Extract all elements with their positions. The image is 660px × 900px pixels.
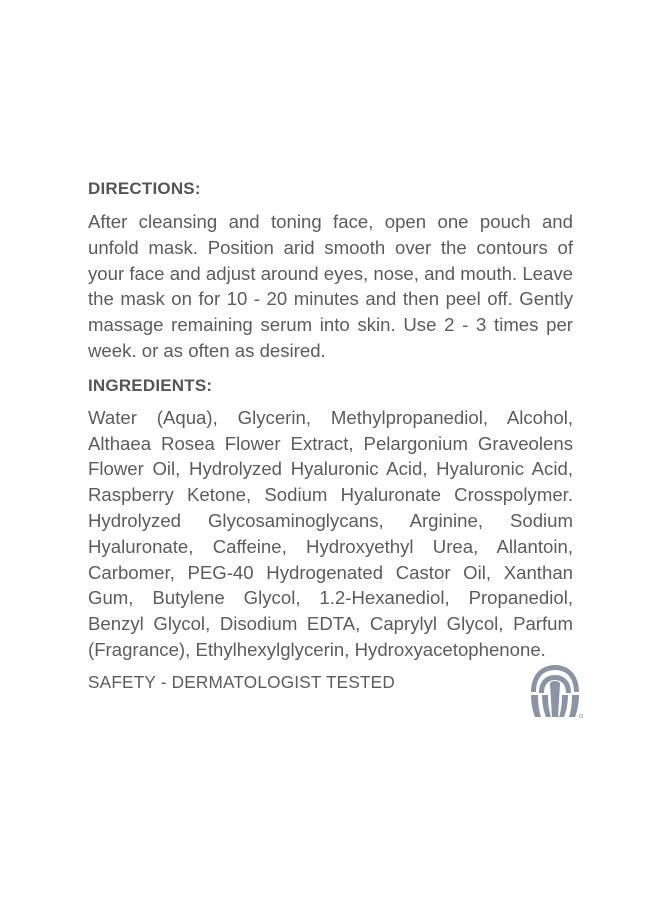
directions-heading: DIRECTIONS: [88, 179, 201, 198]
directions-text: After cleansing and toning face, open one pouch and unfold mask. Position arid smooth over the contours of your face and adjust around eyes, nose, and mouth. Leave the mask on for 10 - 20 minutes and then peel off. Gently massage remaining serum into skin. Use 2 - 3 times per week. or as often as desired. [88, 211, 573, 361]
safety-statement: SAFETY - DERMATOLOGIST TESTED [88, 671, 395, 692]
label-panel [88, 178, 573, 693]
brand-fountain-logo-icon [528, 662, 584, 720]
ingredients-heading: INGREDIENTS: [88, 375, 213, 395]
ingredients-text: Water (Aqua), Glycerin, Methylpropanediol, Alcohol, Althaea Rosea Flower Extract, Pelargonium Graveolens Flower Oil, Hydrolyzed Hyaluronic Acid, Hyaluronic Acid, Raspberry Ketone, Sodium Hyaluronate Crosspolymer. Hydrolyzed Glycosaminoglycans, Arginine, Sodium Hyaluronate, Caffeine, Hydroxyethyl Urea, Allantoin, Carbomer, PEG-40 Hydrogenated Castor Oil, Xanthan Gum, Butylene Glycol, 1.2-Hexanediol, Propanediol, Benzyl Glycol, Disodium EDTA, Caprylyl Glycol, Parfum (Fragrance), Ethylhexylglycerin, Hydroxyacetophenone. [88, 406, 573, 660]
